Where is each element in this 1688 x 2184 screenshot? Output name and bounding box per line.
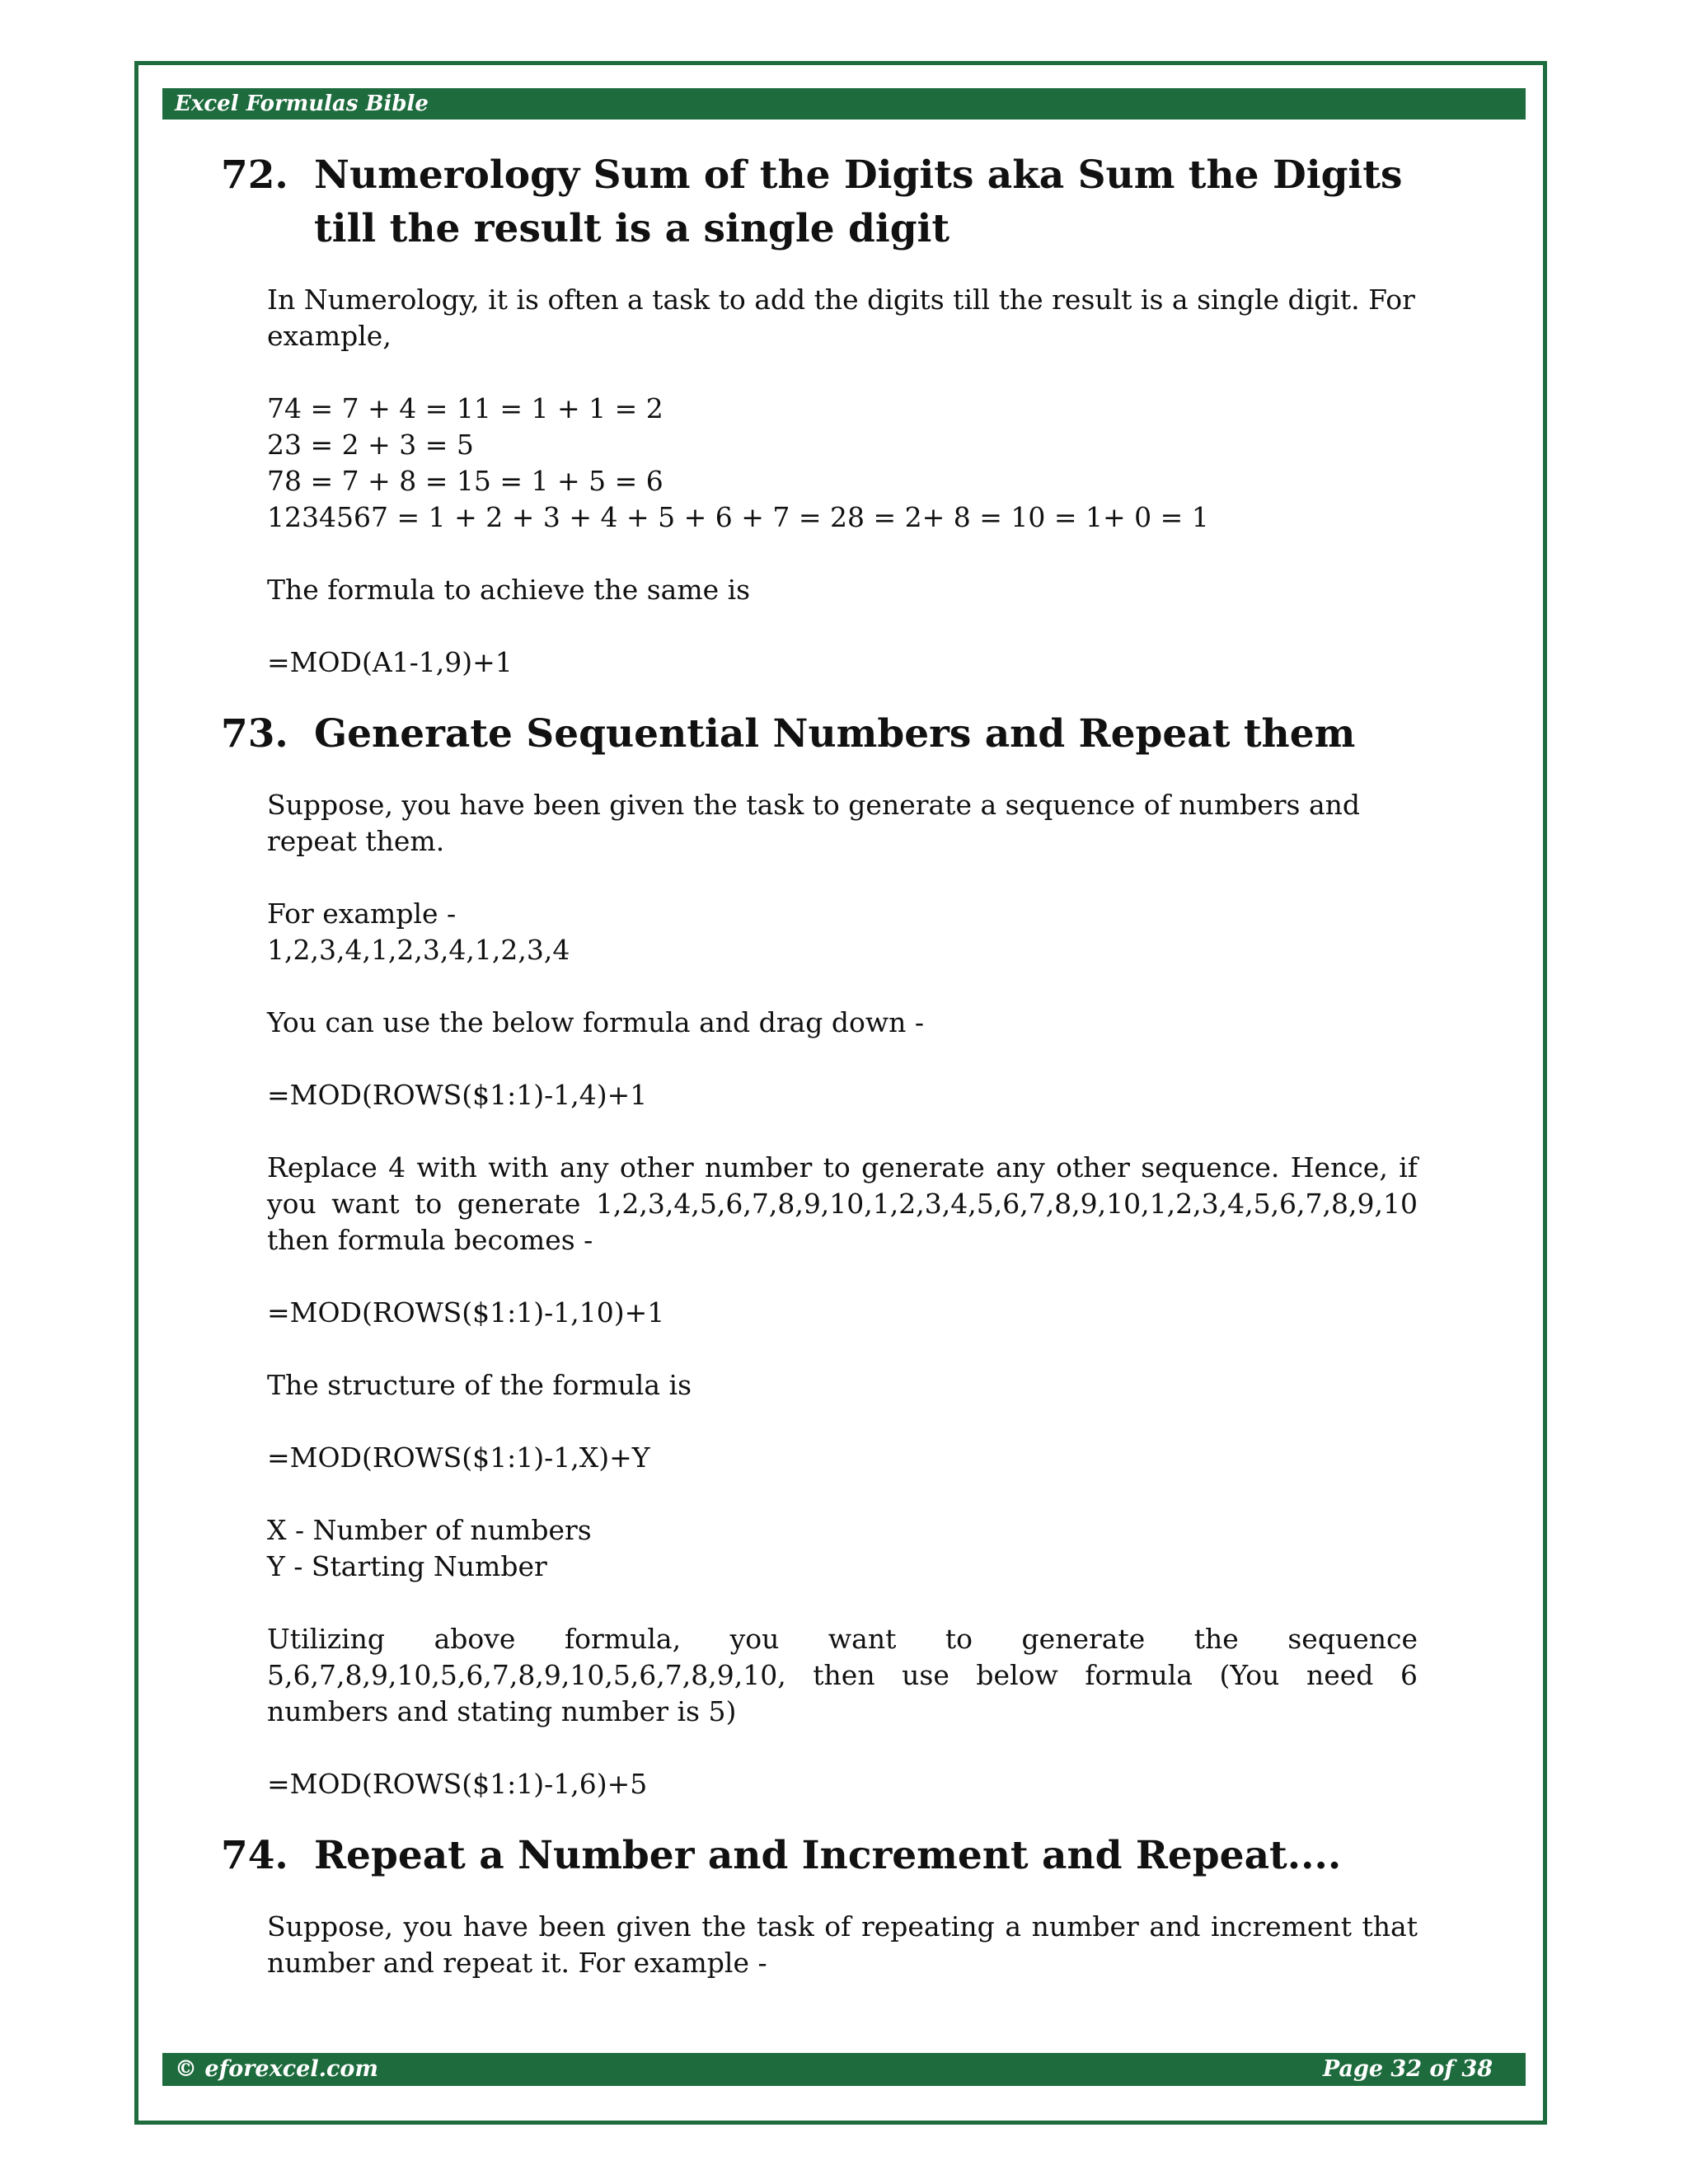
example-block <box>267 896 1418 968</box>
section-number: 72. <box>221 152 288 198</box>
section-title: Repeat a Number and Increment and Repeat.... <box>314 1833 1342 1878</box>
section-title: Numerology Sum of the Digits aka Sum the Digits till the result is a single digit <box>314 152 1403 251</box>
section-intro: In Numerology, it is often a task to add the digits till the result is a single digit. For example, <box>267 284 1415 352</box>
footer-copyright: © eforexcel.com <box>175 2056 378 2082</box>
page-content <box>221 148 1464 2018</box>
example-line: 1234567 = 1 + 2 + 3 + 4 + 5 + 6 + 7 = 28 = 2+ 8 = 10 = 1+ 0 = 1 <box>267 501 1209 533</box>
section-number: 73. <box>221 711 288 757</box>
section-body-74 <box>221 1909 1418 1981</box>
formula-text: =MOD(A1-1,9)+1 <box>267 646 513 678</box>
legend-x: X - Number of numbers <box>267 1514 592 1546</box>
structure-text: The structure of the formula is <box>267 1369 692 1401</box>
header-band <box>162 88 1526 120</box>
section-heading-72 <box>221 148 1464 255</box>
section-heading-74 <box>221 1829 1464 1882</box>
legend-y: Y - Starting Number <box>267 1550 547 1582</box>
formula-text: =MOD(ROWS($1:1)-1,4)+1 <box>267 1079 648 1111</box>
legend-block <box>267 1512 1418 1585</box>
example-label: For example - <box>267 898 457 930</box>
replace-text: Replace 4 with with any other number to generate any other sequence. Hence, if you want to generate 1,2,3,4,5,6,7,8,9,10,1,2,3,4,5,6,7,8,9,10,1,2,3,4,5,6,7,8,9,10 then formula becomes - <box>267 1151 1418 1256</box>
section-body-73 <box>221 787 1418 1802</box>
formula-text: =MOD(ROWS($1:1)-1,10)+1 <box>267 1296 665 1329</box>
drag-text: You can use the below formula and drag down - <box>267 1006 924 1038</box>
section-body-72 <box>221 282 1418 681</box>
utilizing-text: Utilizing above formula, you want to generate the sequence 5,6,7,8,9,10,5,6,7,8,9,10,5,6,7,8,9,10, then use below formula (You need 6 numbers and stating number is 5) <box>267 1623 1418 1727</box>
header-title: Excel Formulas Bible <box>175 91 429 116</box>
example-line: 23 = 2 + 3 = 5 <box>267 429 474 461</box>
example-sequence: 1,2,3,4,1,2,3,4,1,2,3,4 <box>267 934 570 966</box>
formula-text: =MOD(ROWS($1:1)-1,6)+5 <box>267 1768 648 1800</box>
footer-band <box>162 2053 1526 2086</box>
section-intro: Suppose, you have been given the task of repeating a number and increment that number and repeat it. For example - <box>267 1910 1418 1979</box>
example-line: 74 = 7 + 4 = 11 = 1 + 1 = 2 <box>267 392 663 424</box>
section-heading-73 <box>221 707 1464 761</box>
lead-text: The formula to achieve the same is <box>267 574 751 606</box>
example-line: 78 = 7 + 8 = 15 = 1 + 5 = 6 <box>267 465 663 497</box>
section-number: 74. <box>221 1833 288 1878</box>
section-intro: Suppose, you have been given the task to generate a sequence of numbers and repeat them. <box>267 789 1361 857</box>
section-title: Generate Sequential Numbers and Repeat them <box>314 711 1356 757</box>
footer-page-number: Page 32 of 38 <box>1322 2056 1493 2082</box>
examples-block <box>267 391 1418 536</box>
formula-text: =MOD(ROWS($1:1)-1,X)+Y <box>267 1441 650 1474</box>
